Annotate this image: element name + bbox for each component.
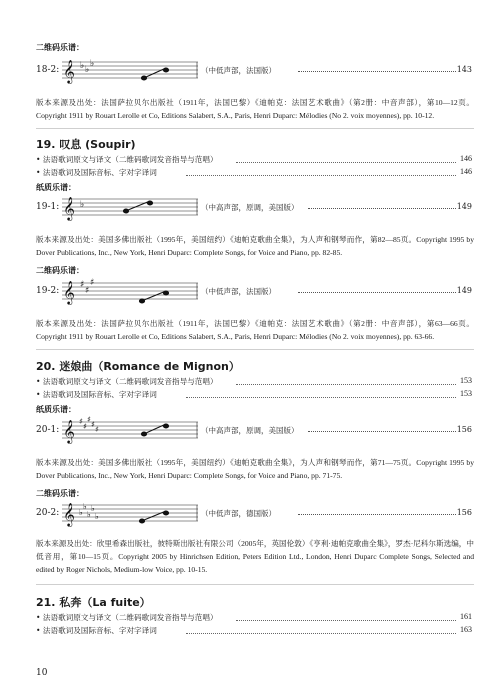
leader-dots [308,431,456,432]
bullet-text: • 法语歌词及国际音标、字对字译词 [36,168,157,177]
leader-dots [236,620,456,621]
leader-dots [186,397,456,398]
example-label: 18-2: [36,65,60,75]
example-description: （中低声部，德国版） [201,509,276,518]
bullet-page: 153 [460,389,472,398]
svg-text:♯: ♯ [83,422,87,431]
bullet-text: • 法语歌词原文与译文（二维码歌词发音指导与范唱） [36,613,218,622]
leader-dots [308,208,456,209]
bullet-item [36,154,472,165]
bullet-text: • 法语歌词原文与译文（二维码歌词发音指导与范唱） [36,155,218,164]
example-row-18-2 [36,56,472,86]
qr-score-label: 二维码乐谱： [36,43,84,52]
example-page: 149 [456,202,472,211]
source-note: 版本来源及出处：法国萨拉贝尔出版社（1911年，法国巴黎）《迪帕克：法国艺术歌曲》（第2册：中音声部），第10—12页。Copyright 1911 by Rouart Lerolle et Co, Editions Salabert, S.A., Paris, Henri Duparc: Mélodies (No 2. voix moyennes), pp. 10-12. [36,98,474,120]
example-row-20-1 [36,416,472,446]
example-description: （中高声部，原调，美国版） [201,426,299,435]
svg-text:♭: ♭ [95,512,99,521]
bullet-page: 146 [460,167,472,176]
bullet-page: 163 [460,625,472,634]
source-note: 版本来源及出处：美国多佛出版社（1995年，美国纽约）《迪帕克歌曲全集》，为人声和钢琴而作，第82—85页。Copyright 1995 by Dover Publications, Inc., New York, Henri Duparc: Complete Songs, for Voice and Piano, pp. 82-85. [36,235,474,257]
example-description: （中高声部，原调，美国版） [201,203,299,212]
example-label: 20-2: [36,508,60,518]
music-staff-incipit [62,56,198,86]
svg-text:𝄞: 𝄞 [63,59,75,83]
section-title-20: 20. 迷娘曲（Romance de Mignon） [36,360,240,373]
svg-text:♭: ♭ [83,502,87,511]
section-divider [36,584,474,585]
music-staff-incipit [62,193,198,223]
svg-text:𝄞: 𝄞 [63,196,75,220]
leader-dots [298,514,456,515]
example-label: 19-1: [36,202,60,212]
bullet-text: • 法语歌词及国际音标、字对字译词 [36,390,157,399]
example-page: 143 [456,65,472,74]
bullet-text: • 法语歌词原文与译文（二维码歌词发音指导与范唱） [36,377,218,386]
svg-text:𝄞: 𝄞 [63,419,75,443]
bullet-item [36,376,472,387]
paper-score-label: 纸质乐谱： [36,183,76,192]
svg-text:♯: ♯ [80,280,85,290]
example-page: 149 [456,286,472,295]
bullet-item [36,625,472,636]
example-page: 156 [456,425,472,434]
qr-score-label: 二维码乐谱： [36,489,84,498]
svg-text:♯: ♯ [90,278,95,288]
bullet-item [36,167,472,178]
svg-text:♭: ♭ [80,200,85,210]
qr-score-label: 二维码乐谱： [36,266,84,275]
example-page: 156 [456,508,472,517]
svg-text:♭: ♭ [91,504,95,513]
leader-dots [186,175,456,176]
leader-dots [298,71,456,72]
leader-dots [236,384,456,385]
example-row-19-2 [36,277,472,307]
section-title-21: 21. 私奔（La fuite） [36,596,151,609]
bullet-page: 153 [460,376,472,385]
leader-dots [298,292,456,293]
music-staff-incipit [62,416,198,446]
svg-text:♯: ♯ [95,425,99,434]
example-row-19-1 [36,193,472,223]
bullet-page: 161 [460,612,472,621]
svg-text:𝄞: 𝄞 [63,502,75,526]
svg-text:♯: ♯ [79,417,83,426]
svg-text:𝄞: 𝄞 [63,280,75,304]
source-note: 版本来源及出处：美国多佛出版社（1995年，美国纽约）《迪帕克歌曲全集》，为人声和钢琴而作，第71—75页。Copyright 1995 by Dover Publications, Inc., New York, Henri Duparc: Complete Songs, for Voice and Piano, pp. 71-75. [36,458,474,480]
bullet-page: 146 [460,154,472,163]
section-divider [36,128,474,129]
section-title-19: 19. 叹息 (Soupir) [36,138,136,151]
svg-text:♯: ♯ [87,416,91,424]
svg-text:♭: ♭ [85,65,90,75]
example-description: （中低声部，法国版） [201,287,276,296]
example-label: 19-2: [36,286,60,296]
paper-score-label: 纸质乐谱： [36,405,76,414]
example-label: 20-1: [36,425,60,435]
music-staff-incipit [62,499,198,529]
svg-text:♯: ♯ [91,420,95,429]
bullet-item [36,389,472,400]
section-divider [36,349,474,350]
bullet-item [36,612,472,623]
svg-text:♯: ♯ [85,286,90,296]
leader-dots [186,633,456,634]
svg-text:♭: ♭ [79,508,83,517]
source-note: 版本来源及出处：法国萨拉贝尔出版社（1911年，法国巴黎）《迪帕克：法国艺术歌曲》（第2册：中音声部），第63—66页。Copyright 1911 by Rouart Lerolle et Co, Editions Salabert, S.A., Paris, Henri Duparc: Mélodies (No 2. voix moyennes), pp. 63-66. [36,319,474,341]
page-number: 10 [36,668,48,678]
bullet-text: • 法语歌词及国际音标、字对字译词 [36,626,157,635]
example-row-20-2 [36,499,472,529]
source-note: 版本来源及出处：欣里希森出版社，彼特斯出版社有限公司（2005年，英国伦敦）《亨利·迪帕克歌曲全集》，罗杰·尼科尔斯选编，中低音用，第10—15页。Copyright 2005 by Hinrichsen Edition, Peters Edition Ltd., London, Henri Duparc Complete Songs, Selected and edited by Roger Nichols, Medium-low Voice, pp. 10-15. [36,539,474,574]
svg-text:♭: ♭ [87,510,91,519]
svg-text:♭: ♭ [90,59,95,69]
music-staff-incipit [62,277,198,307]
leader-dots [236,162,456,163]
svg-text:♭: ♭ [80,61,85,71]
example-description: （中低声部，法国版） [201,66,276,75]
